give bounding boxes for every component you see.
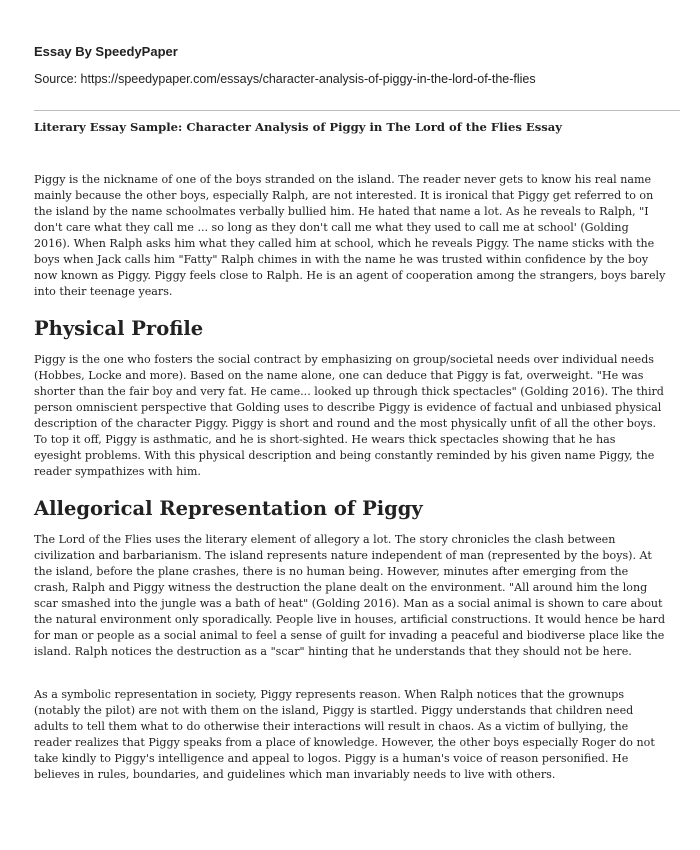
section-heading-physical-profile: Physical Profile (34, 317, 204, 340)
essay-title: Literary Essay Sample: Character Analysis of Piggy in The Lord of the Flies Essay (34, 120, 563, 134)
source-url: Source: https://speedypaper.com/essays/character-analysis-of-piggy-in-the-lord-of-the-flies (34, 72, 536, 86)
section-heading-allegorical: Allegorical Representation of Piggy (34, 497, 423, 520)
site-title: Essay By SpeedyPaper (34, 44, 178, 59)
header-divider (34, 110, 680, 111)
allegorical-paragraph-1: The Lord of the Flies uses the literary element of allegory a lot. The story chronicles the clash between civilization and barbarianism. The island represents nature independent of man (represented by the boys). At the island, before the plane crashes, there is no human being. However, minutes after emerging from the crash, Ralph and Piggy witness the destruction the plane dealt on the environment. "All around him the long scar smashed into the jungle was a bath of heat" (Golding 2016). Man as a social animal is shown to care about the natural environment only sporadically. People live in houses, artificial constructions. It would hence be hard for man or people as a social animal to feel a sense of guilt for invading a peaceful and biodiverse place like the island. Ralph notices the destruction as a "scar" hinting that he understands that they should not be here. (34, 533, 666, 658)
intro-paragraph: Piggy is the nickname of one of the boys stranded on the island. The reader never gets to know his real name mainly because the other boys, especially Ralph, are not interested. It is ironical that Piggy get referred to on the island by the name schoolmates verbally bullied him. He hated that name a lot. As he reveals to Ralph, "I don't care what they call me ... so long as they don't call me what they used to call me at school' (Golding 2016). When Ralph asks him what they called him at school, which he reveals Piggy. The name sticks with the boys when Jack calls him "Fatty" Ralph chimes in with the name he was trusted within confidence by the boy now known as Piggy. Piggy feels close to Ralph. He is an agent of cooperation among the strangers, boys barely into their teenage years. (34, 173, 666, 298)
physical-profile-paragraph: Piggy is the one who fosters the social contract by emphasizing on group/societal needs over individual needs (Hobbes, Locke and more). Based on the name alone, one can deduce that Piggy is fat, overweight. "He was shorter than the fair boy and very fat. He came... looked up through thick spectacles" (Golding 2016). The third person omniscient perspective that Golding uses to describe Piggy is evidence of factual and unbiased physical description of the character Piggy. Piggy is short and round and the most physically unfit of all the other boys. To top it off, Piggy is asthmatic, and he is short-sighted. He wears thick spectacles showing that he has eyesight problems. With this physical description and being constantly reminded by his given name Piggy, the reader sympathizes with him. (34, 353, 664, 478)
allegorical-paragraph-2: As a symbolic representation in society, Piggy represents reason. When Ralph notices that the grownups (notably the pilot) are not with them on the island, Piggy is startled. Piggy understands that children need adults to tell them what to do otherwise their interactions will result in chaos. As a victim of bullying, the reader realizes that Piggy speaks from a place of knowledge. However, the other boys especially Roger do not take kindly to Piggy's intelligence and appeal to logos. Piggy is a human's voice of reason personified. He believes in rules, boundaries, and guidelines which man invariably needs to live with others. (34, 688, 655, 781)
